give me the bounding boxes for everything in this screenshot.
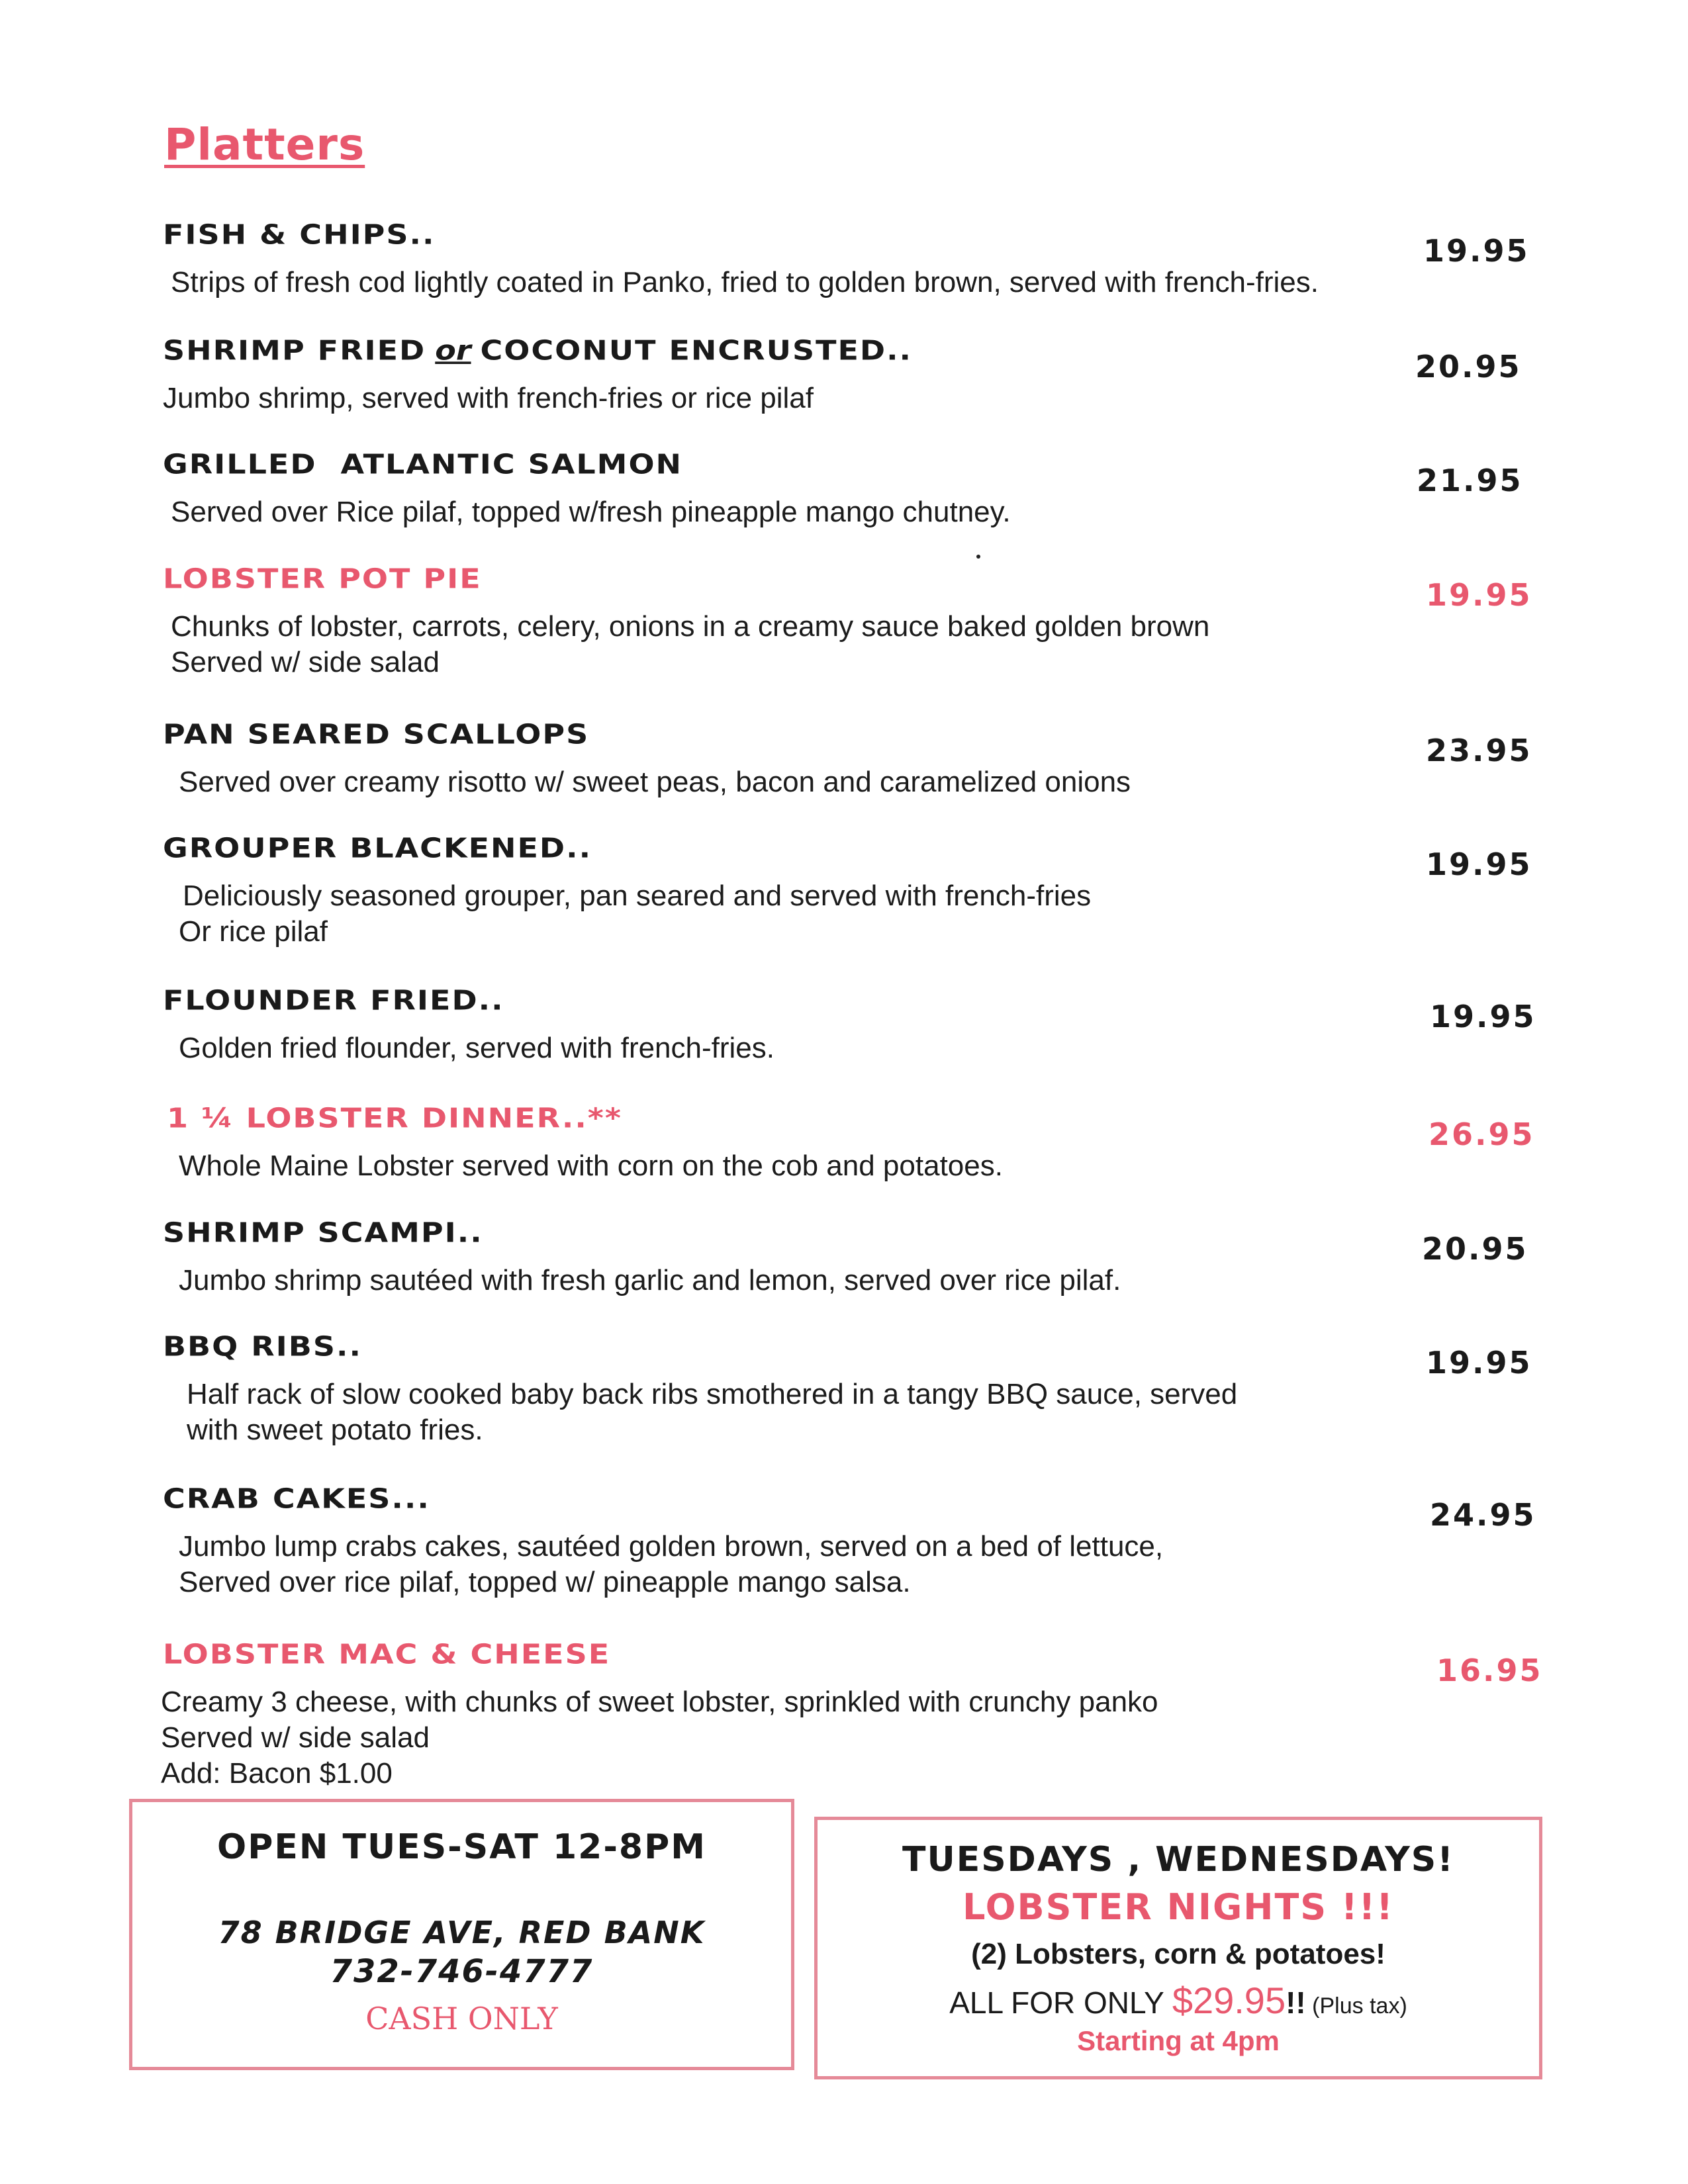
- item-description: Served w/ side salad: [161, 1721, 430, 1754]
- item-price: 19.95: [1426, 1345, 1532, 1381]
- item-description: Golden fried flounder, served with french-fries.: [179, 1032, 775, 1064]
- promo-price-suffix: !!: [1286, 1985, 1306, 2020]
- info-box: [129, 1799, 794, 2070]
- phone-text: 732-746-4777: [330, 1953, 594, 1990]
- item-price: 26.95: [1429, 1116, 1535, 1152]
- item-name: [163, 334, 912, 367]
- item-name: LOBSTER MAC & CHEESE: [163, 1638, 611, 1670]
- item-name-part: COCONUT ENCRUSTED..: [480, 334, 913, 367]
- item-price: 21.95: [1417, 463, 1523, 498]
- item-description: Served over rice pilaf, topped w/ pineapple mango salsa.: [179, 1566, 911, 1598]
- promo-event: LOBSTER NIGHTS !!!: [962, 1886, 1394, 1928]
- item-description: Jumbo shrimp sautéed with fresh garlic and lemon, served over rice pilaf.: [179, 1264, 1121, 1297]
- item-description: Deliciously seasoned grouper, pan seared and served with french-fries: [183, 880, 1092, 912]
- item-description: Chunks of lobster, carrots, celery, onions in a creamy sauce baked golden brown: [171, 610, 1210, 643]
- item-price: 19.95: [1430, 999, 1536, 1034]
- item-description: Served over creamy risotto w/ sweet peas, bacon and caramelized onions: [179, 766, 1131, 798]
- item-description: Whole Maine Lobster served with corn on the cob and potatoes.: [179, 1150, 1003, 1182]
- speck: [976, 555, 980, 559]
- item-description: Served w/ side salad: [171, 646, 440, 678]
- hours-text: OPEN TUES-SAT 12-8PM: [217, 1827, 706, 1867]
- item-name: CRAB CAKES...: [163, 1482, 430, 1515]
- promo-tax-note: (Plus tax): [1305, 1993, 1407, 2019]
- section-title: Platters: [164, 119, 365, 170]
- item-name: SHRIMP SCAMPI..: [163, 1216, 483, 1249]
- item-name: FISH & CHIPS..: [163, 218, 436, 251]
- address-text: 78 BRIDGE AVE, RED BANK: [218, 1915, 706, 1950]
- item-description: Jumbo shrimp, served with french-fries or rice pilaf: [163, 382, 814, 414]
- payment-text: CASH ONLY: [365, 2001, 558, 2036]
- item-name: FLOUNDER FRIED..: [163, 984, 504, 1017]
- promo-price-prefix: ALL FOR ONLY: [949, 1985, 1172, 2020]
- item-description: Add: Bacon $1.00: [161, 1757, 393, 1790]
- item-price: 19.95: [1426, 577, 1532, 613]
- item-name: 1 ¼ LOBSTER DINNER..**: [167, 1102, 622, 1134]
- promo-start: Starting at 4pm: [1077, 2025, 1280, 2056]
- promo-price: $29.95: [1172, 1979, 1286, 2021]
- item-name-or: or: [435, 334, 471, 367]
- item-description: Half rack of slow cooked baby back ribs smothered in a tangy BBQ sauce, served: [187, 1378, 1238, 1410]
- item-name: BBQ RIBS..: [163, 1330, 362, 1363]
- item-description: Jumbo lump crabs cakes, sautéed golden brown, served on a bed of lettuce,: [179, 1530, 1164, 1563]
- item-price: 19.95: [1426, 846, 1532, 882]
- item-description: Creamy 3 cheese, with chunks of sweet lobster, sprinkled with crunchy panko: [161, 1686, 1158, 1718]
- item-name: GRILLED ATLANTIC SALMON: [163, 448, 683, 480]
- item-name: GROUPER BLACKENED..: [163, 832, 592, 864]
- item-price: 20.95: [1422, 1231, 1528, 1267]
- item-description: Served over Rice pilaf, topped w/fresh pineapple mango chutney.: [171, 496, 1011, 528]
- item-price: 24.95: [1430, 1497, 1536, 1533]
- item-name: PAN SEARED SCALLOPS: [163, 718, 590, 751]
- promo-days: TUESDAYS , WEDNESDAYS!: [902, 1840, 1454, 1880]
- promo-price-line: [818, 1979, 1539, 2022]
- promo-offer: (2) Lobsters, corn & potatoes!: [971, 1938, 1385, 1970]
- item-name: LOBSTER POT PIE: [163, 563, 482, 595]
- item-price: 19.95: [1423, 233, 1530, 269]
- item-price: 20.95: [1415, 349, 1522, 385]
- item-name-part: SHRIMP FRIED: [163, 334, 426, 367]
- item-description: Or rice pilaf: [179, 915, 328, 948]
- item-price: 23.95: [1426, 733, 1532, 768]
- item-price: 16.95: [1436, 1653, 1543, 1688]
- item-description: Strips of fresh cod lightly coated in Panko, fried to golden brown, served with french-fries.: [171, 266, 1319, 298]
- item-description: with sweet potato fries.: [187, 1414, 483, 1446]
- promo-box: [814, 1817, 1542, 2079]
